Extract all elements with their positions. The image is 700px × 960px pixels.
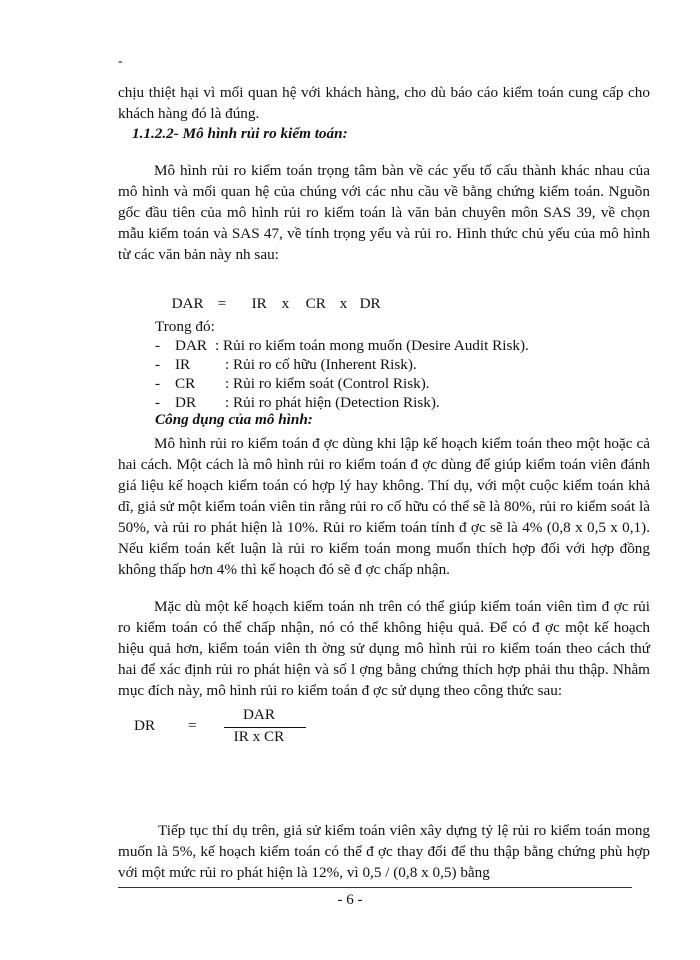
footer-divider [118, 887, 632, 888]
paragraph-model-description: Mô hình rủi ro kiểm toán trọng tâm bàn về các yếu tố cấu thành khác nhau của mô hình và mối quan hệ của chúng với các nhu cầu về bằng chứng kiểm toán. Nguồn gốc đầu tiên của mô hình rủi ro kiểm toán là văn bản chuyên môn SAS 39, về chọn mẫu kiểm toán và SAS 47, về tính trọng yếu và rủi ro. Hình thức chủ yếu của mô hình từ các văn bản này nh sau: [118, 162, 650, 263]
list-dash: - [155, 337, 161, 354]
formula-times-1: x [281, 295, 290, 312]
usage-heading: Công dụng của mô hình: [155, 411, 313, 428]
fraction-denominator: IR x CR [233, 728, 285, 745]
corner-mark: - [118, 54, 123, 69]
intro-paragraph: chịu thiệt hại vì mối quan hệ với khách hàng, cho dù báo cáo kiểm toán cung cấp cho khách hàng đó là đúng. [118, 84, 650, 122]
list-desc: : Rủi ro cố hữu (Inherent Risk). [225, 356, 417, 373]
formula-eq: = [217, 295, 227, 312]
list-dash: - [155, 375, 161, 392]
paragraph-usage-first: Mô hình rủi ro kiểm toán đ ợc dùng khi lập kế hoạch kiểm toán theo một hoặc cả hai cách. Một cách là mô hình rủi ro kiểm toán đ ợc dùng để giúp kiểm toán viên đánh giá liệu kế hoạch kiểm toán có hợp lý hay không. Thí dụ, với một cuộc kiểm toán khả dĩ, giả sử một kiểm toán viên tin rằng rủi ro cố hữu có thể sẽ là 80%, rủi ro kiểm soát là 50%, và rủi ro phát hiện là 10%. Rủi ro kiểm toán tính đ ợc sẽ là 4% (0,8 x 0,5 x 0,1). Nếu kiểm toán kết luận là rủi ro kiểm toán mong muốn thích hợp đối với hợp đồng không thấp hơn 4% thì kế hoạch đó sẽ đ ợc chấp nhận. [118, 435, 650, 578]
fraction-eq: = [188, 717, 197, 734]
list-desc: : Rủi ro kiểm soát (Control Risk). [225, 375, 430, 392]
page-number: - 6 - [337, 892, 363, 908]
list-abbr: CR [175, 375, 196, 392]
list-dash: - [155, 394, 161, 411]
section-heading: 1.1.2.2- Mô hình rủi ro kiểm toán: [132, 125, 348, 142]
formula-term-ir: IR [251, 295, 267, 312]
list-desc: : Rủi ro kiểm toán mong muốn (Desire Audit Risk). [215, 337, 529, 354]
list-desc: : Rủi ro phát hiện (Detection Risk). [225, 394, 440, 411]
list-abbr: DR [175, 394, 197, 411]
risk-model-formula [164, 277, 381, 313]
formula-term-dr: DR [359, 295, 381, 312]
where-label: Trong đó: [155, 318, 215, 335]
fraction-numerator: DAR [242, 706, 276, 723]
paragraph-usage-second: Mặc dù một kế hoạch kiểm toán nh trên có thể giúp kiểm toán viên tìm đ ợc rủi ro kiểm toán có thể chấp nhận, nó có thể không hiệu quả. Để có đ ợc một kế hoạch hiệu quả hơn, kiểm toán viên th ờng sử dụng mô hình rủi ro kiểm toán theo cách thứ hai để xác định rủi ro phát hiện và số l ợng bằng chứng thích hợp phải thu thập. Nhằm mục đích này, mô hình rủi ro kiểm toán đ ợc sử dụng theo công thức sau: [118, 598, 650, 699]
formula-term-cr: CR [305, 295, 326, 312]
list-abbr: DAR [175, 337, 208, 354]
list-abbr: IR [175, 356, 191, 373]
fraction-lhs: DR [134, 717, 156, 734]
formula-lhs: DAR [171, 295, 204, 312]
formula-times-2: x [339, 295, 348, 312]
paragraph-example-continued: Tiếp tục thí dụ trên, giả sử kiểm toán viên xây dựng tỷ lệ rủi ro kiểm toán mong muốn là 5%, kế hoạch kiểm toán có thể đ ợc thay đổi để thu thập bằng chứng phù hợp với một mức rủi ro phát hiện là 12%, vì 0,5 / (0,8 x 0,5) bằng [118, 822, 650, 881]
list-dash: - [155, 356, 161, 373]
